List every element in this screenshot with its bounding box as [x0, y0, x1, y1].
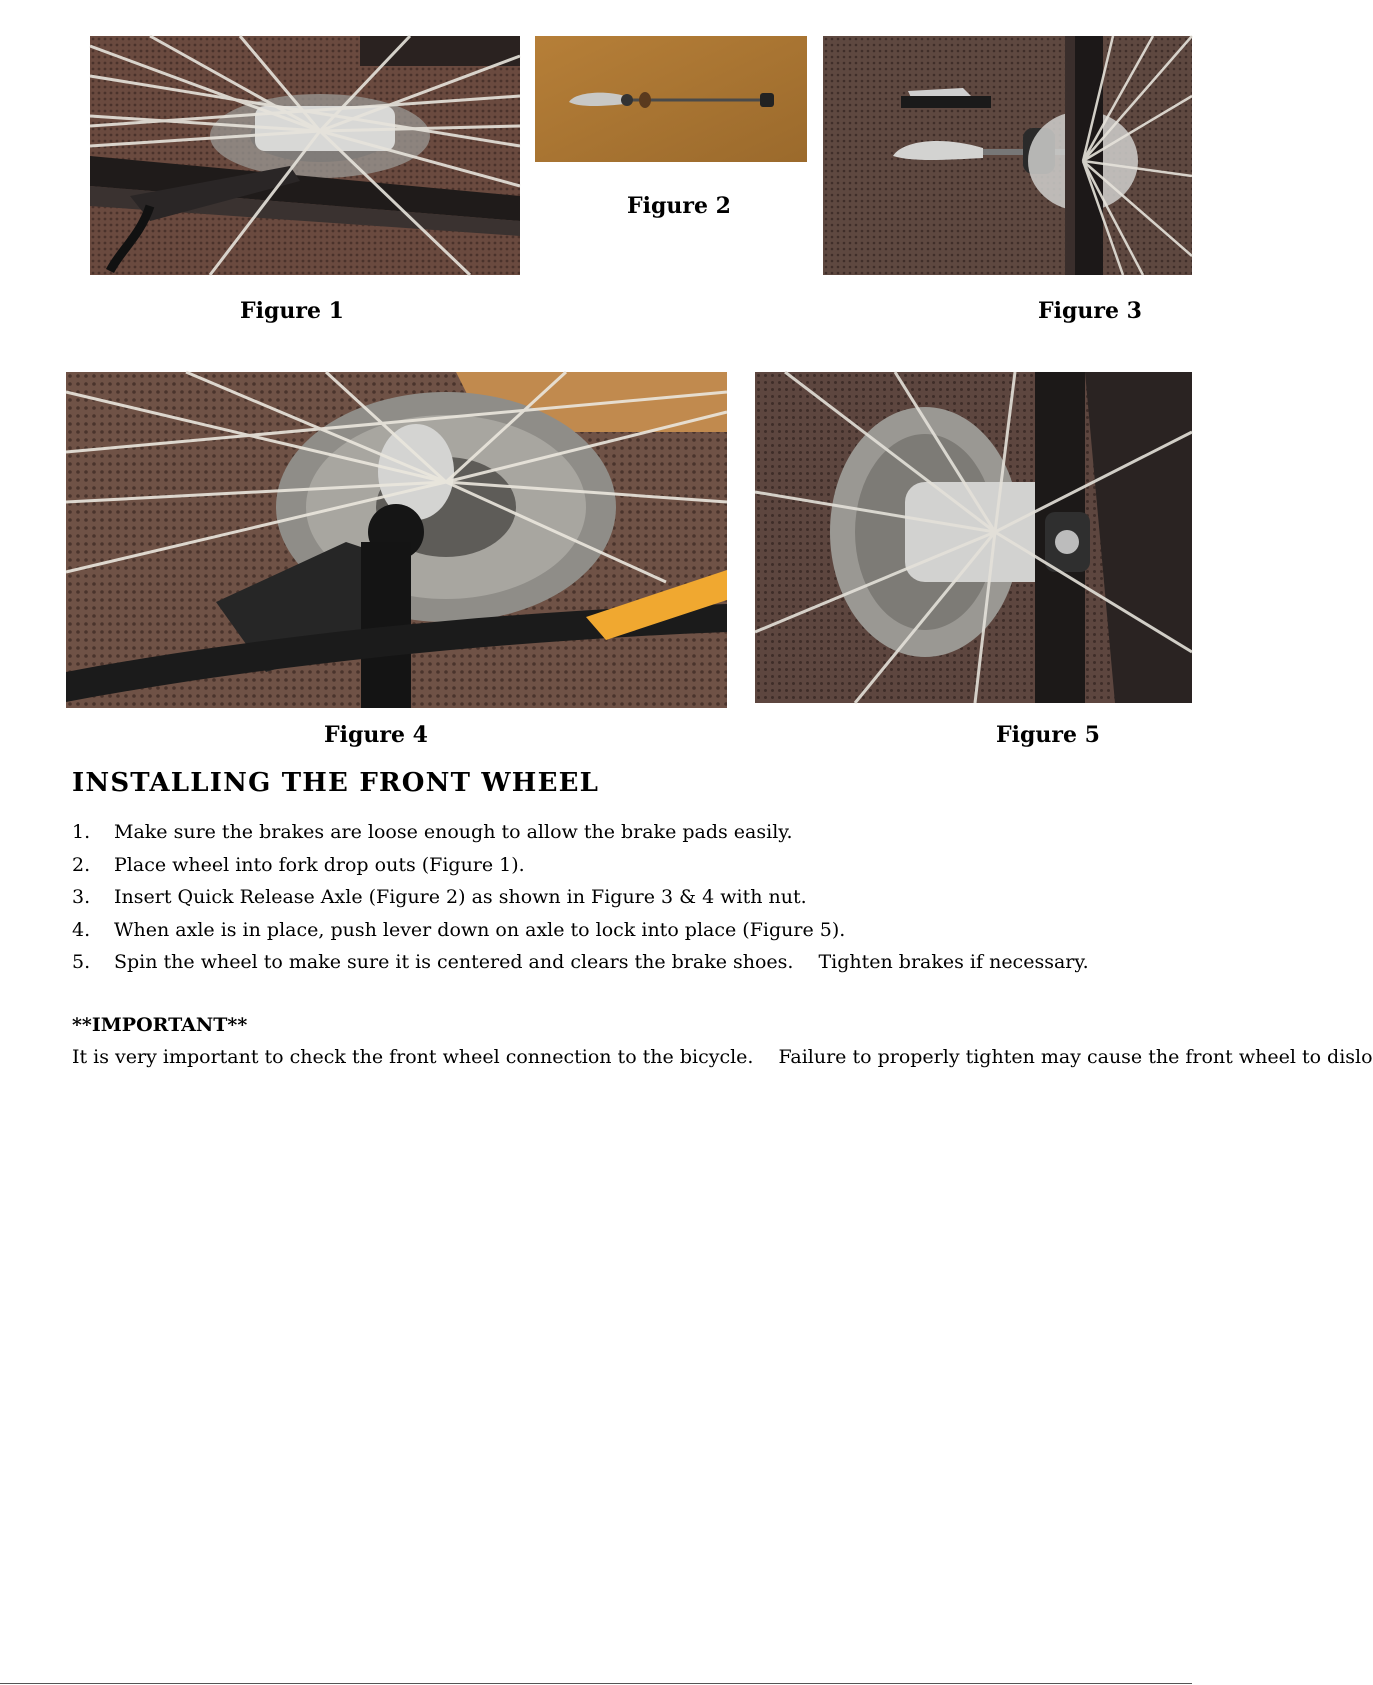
- page-bottom-rule: [0, 1683, 1192, 1684]
- step-item: [72, 948, 1089, 981]
- step-number: 3.: [72, 886, 91, 908]
- section-heading: INSTALLING THE FRONT WHEEL: [72, 768, 600, 798]
- step-text: Spin the wheel to make sure it is centered and clears the brake shoes. Tighten brakes if necessary.: [114, 951, 1089, 973]
- step-text: Make sure the brakes are loose enough to allow the brake pads easily.: [114, 821, 793, 843]
- step-text: Place wheel into fork drop outs (Figure 1).: [114, 853, 525, 876]
- step-text: When axle is in place, push lever down on axle to lock into place (Figure 5).: [114, 918, 846, 941]
- figure-3-photo: [823, 36, 1192, 275]
- step-item: [72, 883, 1089, 916]
- step-number: 5.: [72, 951, 91, 973]
- figure-3-caption: Figure 3: [1038, 298, 1142, 324]
- step-item: [72, 818, 1089, 851]
- figure-5-photo: [755, 372, 1192, 703]
- step-number: 2.: [72, 853, 91, 876]
- figure-1-photo: [90, 36, 520, 275]
- step-text: Insert Quick Release Axle (Figure 2) as shown in Figure 3 & 4 with nut.: [114, 886, 807, 908]
- figure-4-photo: [66, 372, 727, 708]
- step-number: 4.: [72, 918, 91, 941]
- step-item: [72, 851, 1089, 884]
- figure-2-photo: [535, 36, 807, 162]
- figure-4-caption: Figure 4: [324, 722, 428, 748]
- figure-5-caption: Figure 5: [996, 722, 1100, 748]
- figure-1-caption: Figure 1: [240, 298, 344, 324]
- figure-2-caption: Figure 2: [627, 193, 731, 219]
- important-text: It is very important to check the front wheel connection to the bicycle. Failure to properly tighten may cause the front wheel to dislo: [72, 1046, 1373, 1068]
- step-number: 1.: [72, 821, 91, 843]
- step-item: [72, 916, 1089, 949]
- installation-steps: [72, 818, 1089, 981]
- important-title: **IMPORTANT**: [72, 1014, 248, 1036]
